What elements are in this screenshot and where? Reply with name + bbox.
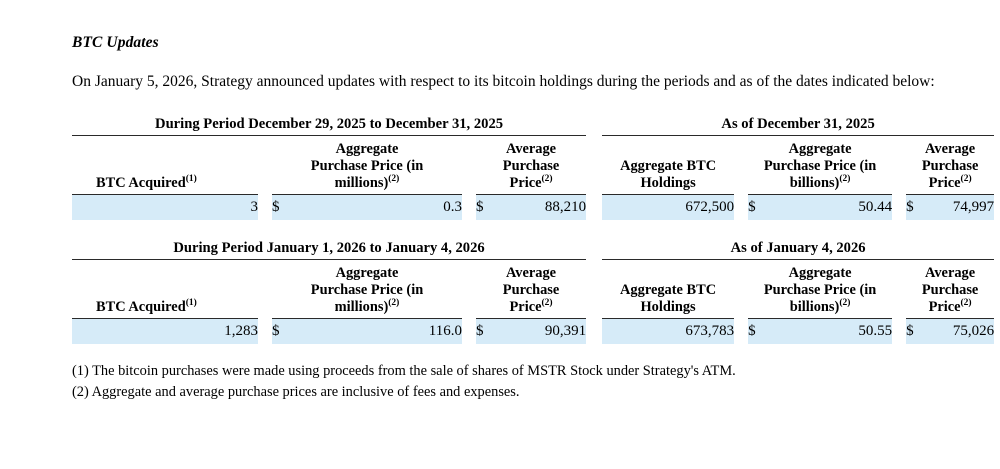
column-header-aggregate-purchase-billions: Aggregate Purchase Price (in billions)$^{(2)}$ — [748, 260, 892, 319]
col-gap — [734, 136, 748, 195]
cell-value: 672,500 — [602, 195, 734, 221]
footnote-1: (1) The bitcoin purchases were made using proceeds from the sale of shares of MSTR Stock under Strategy's ATM. — [72, 363, 736, 379]
column-header-btc-acquired: BTC Acquired$^{(1)}$ — [72, 136, 258, 195]
cell-value: 673,783 — [602, 319, 734, 345]
col-gap — [462, 319, 476, 345]
intro-paragraph: On January 5, 2026, Strategy announced updates with respect to its bitcoin holdings during the periods and as of the dates indicated below: — [72, 73, 935, 90]
table-january — [72, 240, 995, 344]
group-gap — [586, 319, 602, 345]
currency-symbol: $ — [476, 195, 498, 221]
column-header-aggregate-purchase-millions: Aggregate Purchase Price (in millions)$^{(2)}$ — [272, 136, 462, 195]
currency-symbol: $ — [272, 195, 294, 221]
group-title-left: During Period December 29, 2025 to December 31, 2025 — [72, 116, 586, 136]
group-gap — [586, 116, 602, 136]
col-gap — [462, 260, 476, 319]
column-header-aggregate-btc-holdings: Aggregate BTC Holdings — [602, 260, 734, 319]
group-gap — [586, 136, 602, 195]
col-gap — [734, 260, 748, 319]
group-title-right: As of December 31, 2025 — [602, 116, 994, 136]
col-gap — [258, 260, 272, 319]
footnote-marker: (2) — [960, 298, 972, 309]
currency-symbol: $ — [906, 319, 928, 345]
column-header-row — [72, 136, 994, 195]
currency-symbol: $ — [476, 319, 498, 345]
footnote-marker: (2) — [541, 174, 553, 185]
col-gap — [258, 319, 272, 345]
column-header-aggregate-purchase-billions: Aggregate Purchase Price (in billions)$^{(2)}$ — [748, 136, 892, 195]
cell-value: 74,997 — [928, 195, 994, 221]
group-gap — [586, 240, 602, 260]
footnotes-block — [72, 361, 960, 403]
col-gap — [734, 319, 748, 345]
col-gap — [462, 195, 476, 221]
col-gap — [734, 195, 748, 221]
col-gap — [892, 136, 906, 195]
group-gap — [586, 195, 602, 221]
column-header-average-purchase-price: Average Purchase Price$^{(2)}$ — [906, 260, 994, 319]
table-row — [72, 319, 994, 345]
footnote-marker: (2) — [541, 298, 553, 309]
currency-symbol: $ — [906, 195, 928, 221]
table-row — [72, 195, 994, 221]
currency-symbol: $ — [748, 195, 770, 221]
group-title-row — [72, 116, 994, 136]
group-title-row — [72, 240, 994, 260]
column-header-aggregate-purchase-millions: Aggregate Purchase Price (in millions)$^{(2)}$ — [272, 260, 462, 319]
group-title-right: As of January 4, 2026 — [602, 240, 994, 260]
group-gap — [586, 260, 602, 319]
cell-value: 88,210 — [498, 195, 586, 221]
table-december — [72, 116, 995, 220]
cell-value: 50.44 — [770, 195, 892, 221]
financial-table — [72, 116, 994, 220]
cell-value: 50.55 — [770, 319, 892, 345]
column-header-average-purchase-price: Average Purchase Price$^{(2)}$ — [476, 136, 586, 195]
col-gap — [892, 260, 906, 319]
col-gap — [892, 195, 906, 221]
footnote-marker: (2) — [388, 298, 400, 309]
cell-value: 1,283 — [72, 319, 258, 345]
col-gap — [892, 319, 906, 345]
footnote-marker: (2) — [388, 174, 400, 185]
footnote-marker: (1) — [185, 174, 197, 185]
currency-symbol: $ — [748, 319, 770, 345]
financial-table — [72, 240, 994, 344]
column-header-btc-acquired: BTC Acquired$^{(1)}$ — [72, 260, 258, 319]
cell-value: 0.3 — [294, 195, 462, 221]
cell-value: 3 — [72, 195, 258, 221]
column-header-average-purchase-price: Average Purchase Price$^{(2)}$ — [476, 260, 586, 319]
footnote-2: (2) Aggregate and average purchase prices are inclusive of fees and expenses. — [72, 384, 520, 400]
column-header-row — [72, 260, 994, 319]
column-header-average-purchase-price: Average Purchase Price$^{(2)}$ — [906, 136, 994, 195]
footnote-marker: (2) — [960, 174, 972, 185]
cell-value: 90,391 — [498, 319, 586, 345]
footnote-marker: (2) — [839, 298, 851, 309]
group-title-left: During Period January 1, 2026 to January 4, 2026 — [72, 240, 586, 260]
column-header-aggregate-btc-holdings: Aggregate BTC Holdings — [602, 136, 734, 195]
col-gap — [258, 136, 272, 195]
page-title: BTC Updates — [72, 34, 159, 51]
currency-symbol: $ — [272, 319, 294, 345]
col-gap — [258, 195, 272, 221]
col-gap — [462, 136, 476, 195]
cell-value: 116.0 — [294, 319, 462, 345]
footnote-marker: (1) — [185, 298, 197, 309]
footnote-marker: (2) — [839, 174, 851, 185]
cell-value: 75,026 — [928, 319, 994, 345]
